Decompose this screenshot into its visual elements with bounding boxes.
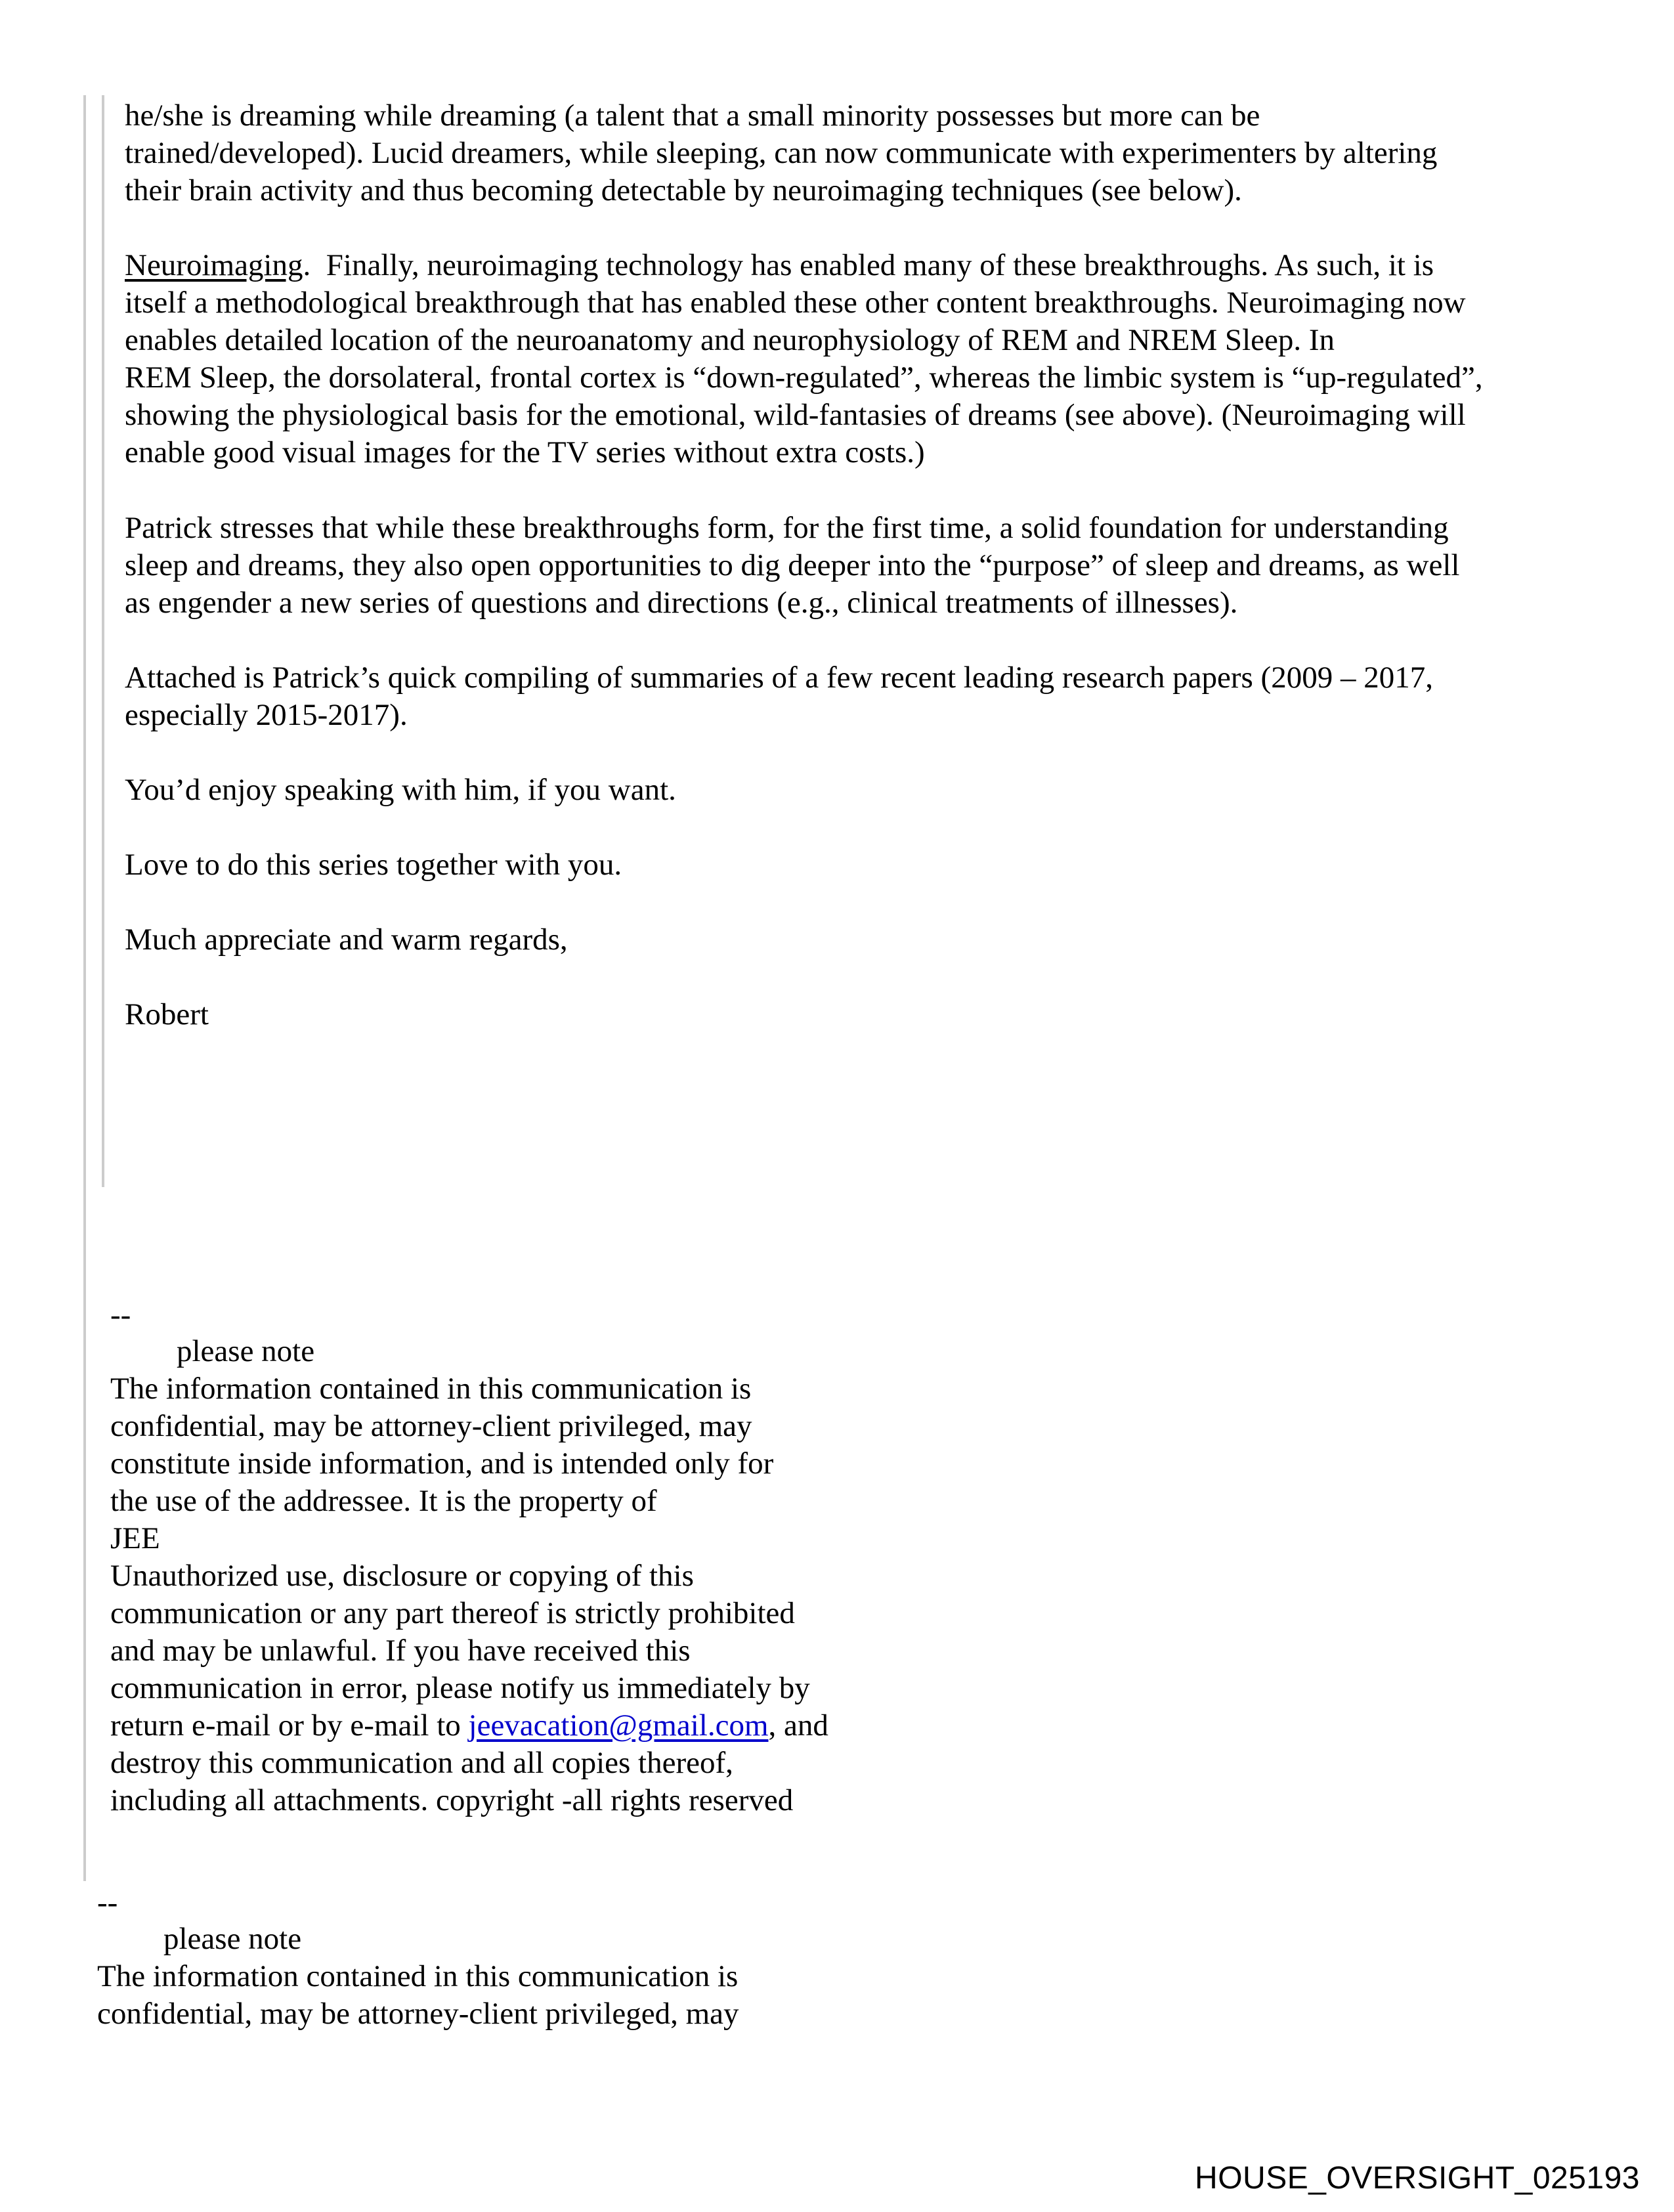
- disclaimer-line: Unauthorized use, disclosure or copying of this: [110, 1559, 694, 1593]
- body-line: Attached is Patrick’s quick compiling of summaries of a few recent leading research papers (2009 – 2017,: [125, 661, 1433, 695]
- signature-separator: --: [97, 1886, 118, 1920]
- body-line: showing the physiological basis for the emotional, wild-fantasies of dreams (see above). (Neuroimaging will: [125, 398, 1466, 432]
- bates-stamp: HOUSE_OVERSIGHT_025193: [1195, 2161, 1640, 2196]
- disclaimer-line: the use of the addressee. It is the property of: [110, 1484, 657, 1518]
- disclaimer-line: destroy this communication and all copies thereof,: [110, 1746, 733, 1780]
- disclaimer-line: The information contained in this communication is: [97, 1959, 739, 1993]
- signature-separator: --: [110, 1298, 131, 1332]
- disclaimer-line: confidential, may be attorney-client privileged, may: [97, 1997, 739, 2031]
- body-line: trained/developed). Lucid dreamers, while sleeping, can now communicate with experimenters by altering: [125, 136, 1438, 170]
- disclaimer-line: JEE: [110, 1521, 160, 1555]
- body-line: Patrick stresses that while these breakthroughs form, for the first time, a solid foundation for understanding: [125, 511, 1449, 545]
- inner-quote-bar: [102, 95, 104, 1187]
- disclaimer-line: [110, 1707, 828, 1745]
- body-line: enables detailed location of the neuroanatomy and neurophysiology of REM and NREM Sleep. In: [125, 323, 1335, 357]
- body-line: he/she is dreaming while dreaming (a talent that a small minority possesses but more can be: [125, 98, 1260, 133]
- disclaimer-line: confidential, may be attorney-client privileged, may: [110, 1409, 752, 1443]
- body-line: especially 2015-2017).: [125, 698, 408, 732]
- body-line: as engender a new series of questions and directions (e.g., clinical treatments of illnesses).: [125, 586, 1238, 620]
- disclaimer-line: including all attachments. copyright -all rights reserved: [110, 1783, 794, 1817]
- body-line: Love to do this series together with you.: [125, 848, 622, 882]
- disclaimer-line: communication or any part thereof is strictly prohibited: [110, 1596, 795, 1630]
- disclaimer-line: and may be unlawful. If you have received this: [110, 1634, 691, 1668]
- disclaimer-line: The information contained in this communication is: [110, 1372, 752, 1406]
- body-line: their brain activity and thus becoming detectable by neuroimaging techniques (see below).: [125, 173, 1242, 207]
- disclaimer-line: constitute inside information, and is intended only for: [110, 1446, 774, 1481]
- closing-line: Much appreciate and warm regards,: [125, 922, 568, 957]
- body-line: REM Sleep, the dorsolateral, frontal cortex is “down-regulated”, whereas the limbic system is “up-regulated”,: [125, 360, 1483, 395]
- body-line: sleep and dreams, they also open opportunities to dig deeper into the “purpose” of sleep and dreams, as well: [125, 548, 1460, 582]
- disclaimer-heading: please note: [163, 1922, 302, 1956]
- body-line: [125, 247, 1434, 284]
- disclaimer-line: communication in error, please notify us immediately by: [110, 1671, 810, 1705]
- disclaimer-text: , and: [768, 1708, 828, 1743]
- email-link[interactable]: jeevacation@gmail.com: [468, 1708, 769, 1743]
- body-line: You’d enjoy speaking with him, if you want.: [125, 773, 676, 807]
- neuroimaging-heading: Neuroimaging: [125, 248, 303, 282]
- outer-quote-bar: [83, 95, 86, 1881]
- body-line: itself a methodological breakthrough that has enabled these other content breakthroughs. Neuroimaging now: [125, 286, 1466, 320]
- disclaimer-text: return e-mail or by e-mail to: [110, 1708, 469, 1743]
- signature: Robert: [125, 997, 209, 1031]
- body-text: . Finally, neuroimaging technology has enabled many of these breakthroughs. As such, it is: [303, 248, 1434, 282]
- body-line: enable good visual images for the TV series without extra costs.): [125, 435, 925, 469]
- disclaimer-heading: please note: [177, 1334, 315, 1368]
